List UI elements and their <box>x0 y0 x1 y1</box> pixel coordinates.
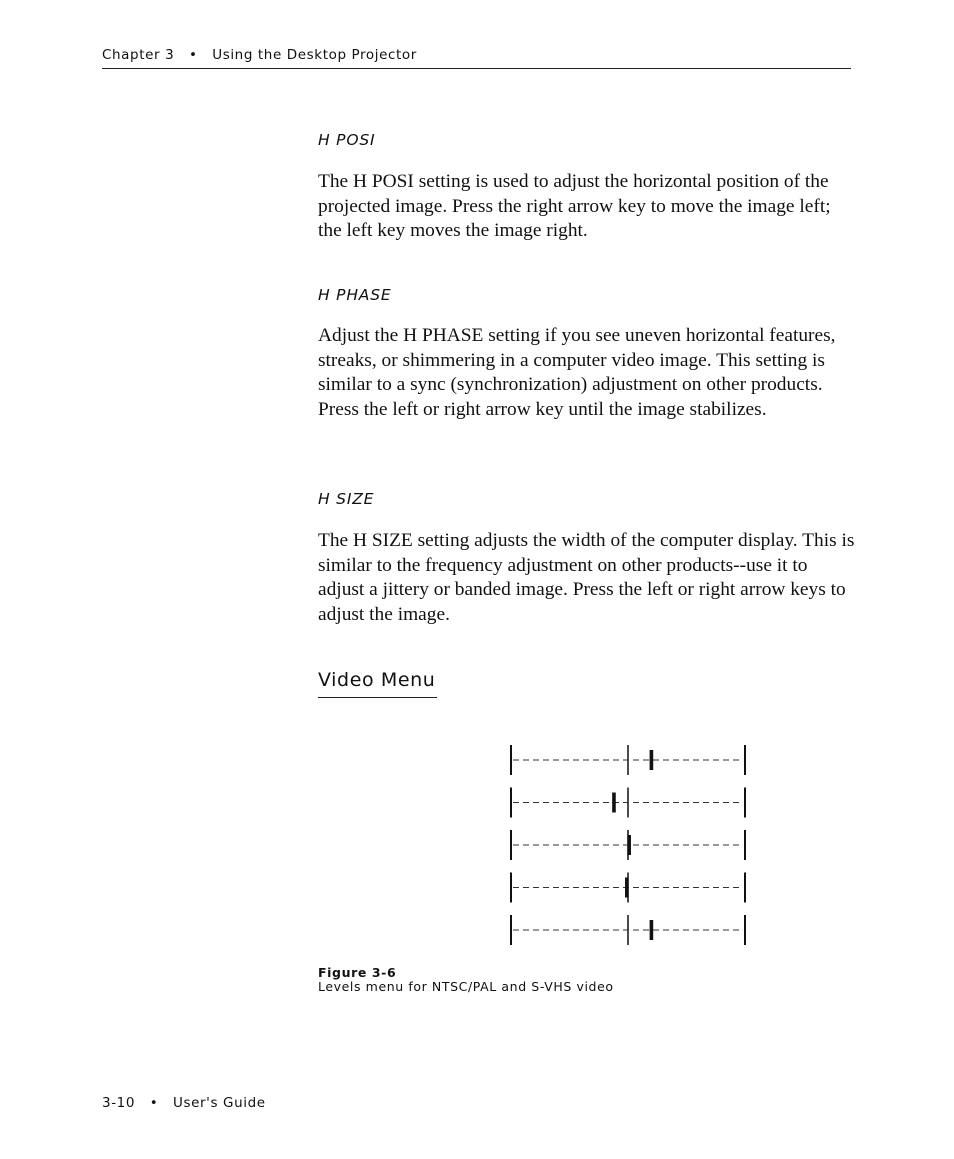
footer-page: 3-10 <box>102 1095 136 1111</box>
figure-caption: Levels menu for NTSC/PAL and S-VHS video <box>318 979 614 994</box>
section-heading-h-phase: H PHASE <box>318 286 392 304</box>
section-body-h-phase: Adjust the H PHASE setting if you see uneven horizontal features, streaks, or shimmering in a computer video image. This setting is similar to a sync (synchronization) adjustment on other products. Press the left or right arrow key until the image stabilizes. <box>318 325 836 420</box>
levels-sliders <box>500 738 760 948</box>
header-title: Using the Desktop Projector <box>212 47 417 63</box>
section-heading-h-size: H SIZE <box>318 490 375 508</box>
section-heading-h-posi: H POSI <box>318 131 376 149</box>
running-header <box>102 46 851 69</box>
header-separator: • <box>188 47 198 63</box>
running-footer <box>102 1095 266 1111</box>
figure-label: Figure 3-6 <box>318 965 397 980</box>
slider-thumb <box>650 750 654 770</box>
slider-thumb <box>625 878 629 898</box>
section-body-h-size: The H SIZE setting adjusts the width of the computer display. This is similar to the frequency adjustment on other products--use it to adjust a jittery or banded image. Press the left or right arrow keys to adjust the image. <box>318 530 855 625</box>
header-chapter: Chapter 3 <box>102 47 175 63</box>
section-body-h-posi: The H POSI setting is used to adjust the horizontal position of the projected image. Press the right arrow key to move the image left; the left key moves the image right. <box>318 171 831 242</box>
levels-figure <box>500 738 760 948</box>
slider-thumb <box>612 793 616 813</box>
slider-thumb <box>650 920 654 940</box>
footer-guide: User's Guide <box>173 1095 266 1111</box>
footer-separator: • <box>149 1095 159 1111</box>
slider-thumb <box>627 835 631 855</box>
video-menu-heading: Video Menu <box>318 669 437 698</box>
